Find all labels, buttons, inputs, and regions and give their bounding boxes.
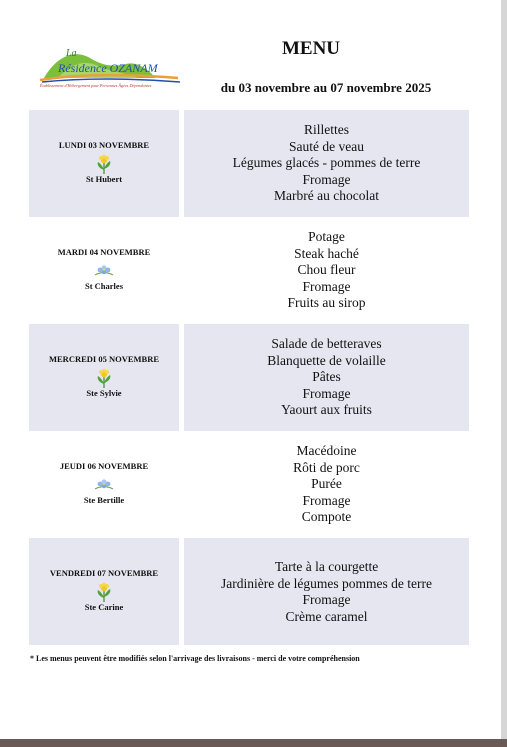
dish-list: [184, 559, 469, 625]
dish-item: Compote: [301, 509, 352, 525]
logo-tagline: Établissement d'Hébergement pour Personnes Âgées Dépendantes: [40, 83, 152, 88]
dish-item: Fromage: [302, 492, 351, 508]
saint-name: St Hubert: [85, 174, 123, 184]
page-title: MENU: [281, 38, 341, 59]
yellow-flower-icon: [92, 582, 116, 602]
dish-item: Rôti de porc: [293, 459, 360, 475]
menu-row-monday: [29, 110, 469, 217]
dish-list: [184, 336, 469, 419]
day-label: MARDI 04 NOVEMBRE: [57, 247, 151, 257]
dish-item: Blanquette de volaille: [267, 352, 386, 368]
yellow-flower-icon: [92, 154, 116, 174]
dish-item: Yaourt aux fruits: [281, 402, 372, 418]
dish-item: Crème caramel: [285, 608, 368, 624]
menu-cell: [184, 110, 469, 217]
dish-item: Légumes glacés - pommes de terre: [232, 155, 421, 171]
saint-name: Ste Bertille: [83, 495, 125, 505]
menu-row-wednesday: [29, 324, 469, 431]
blue-flower-icon: [92, 261, 116, 281]
day-label: VENDREDI 07 NOVEMBRE: [49, 568, 159, 578]
day-cell: [29, 431, 179, 538]
dish-item: Chou fleur: [297, 262, 356, 278]
dish-item: Steak haché: [294, 245, 359, 261]
dish-item: Fruits au sirop: [287, 295, 366, 311]
dish-item: Tarte à la courgette: [274, 559, 379, 574]
menu-row-tuesday: [29, 217, 469, 324]
logo-text-la: La: [66, 48, 77, 59]
dish-item: Fromage: [302, 385, 351, 401]
dish-item: Macédoine: [296, 443, 357, 458]
day-cell: [29, 324, 179, 431]
menu-cell: [184, 431, 469, 538]
day-label: JEUDI 06 NOVEMBRE: [59, 461, 149, 471]
dish-item: Fromage: [302, 278, 351, 294]
residence-logo: [38, 44, 188, 96]
dish-list: [184, 443, 469, 526]
dish-item: Salade de betteraves: [271, 336, 382, 351]
menu-period: du 03 novembre au 07 novembre 2025: [220, 80, 432, 95]
blue-flower-icon: [92, 475, 116, 495]
day-label: MERCREDI 05 NOVEMBRE: [48, 354, 160, 364]
day-cell: [29, 110, 179, 217]
dish-item: Sauté de veau: [289, 138, 364, 154]
window-edge-right: [501, 0, 507, 747]
menu-row-thursday: [29, 431, 469, 538]
dish-item: Potage: [308, 229, 345, 244]
dish-list: [184, 229, 469, 312]
dish-item: Fromage: [302, 592, 351, 608]
menu-cell: [184, 538, 469, 645]
dish-list: [184, 122, 469, 205]
menu-cell: [184, 324, 469, 431]
saint-name: Ste Sylvie: [86, 388, 122, 398]
footnote: * Les menus peuvent être modifiés selon l'arrivage des livraisons - merci de votre compréhension: [30, 654, 360, 663]
dish-item: Fromage: [302, 171, 351, 187]
dish-item: Purée: [311, 476, 342, 492]
dish-item: Marbré au chocolat: [274, 188, 379, 204]
day-cell: [29, 217, 179, 324]
logo-text-name: Résidence OZANAM: [58, 61, 158, 75]
saint-name: Ste Carine: [84, 602, 124, 612]
day-label: LUNDI 03 NOVEMBRE: [58, 140, 150, 150]
day-cell: [29, 538, 179, 645]
menu-row-friday: [29, 538, 469, 645]
dish-item: Pâtes: [312, 369, 341, 385]
yellow-flower-icon: [92, 368, 116, 388]
dish-item: Rillettes: [304, 122, 349, 137]
saint-name: St Charles: [84, 281, 123, 291]
menu-cell: [184, 217, 469, 324]
window-edge-bottom: [0, 739, 507, 747]
dish-item: Jardinière de légumes pommes de terre: [220, 575, 433, 591]
